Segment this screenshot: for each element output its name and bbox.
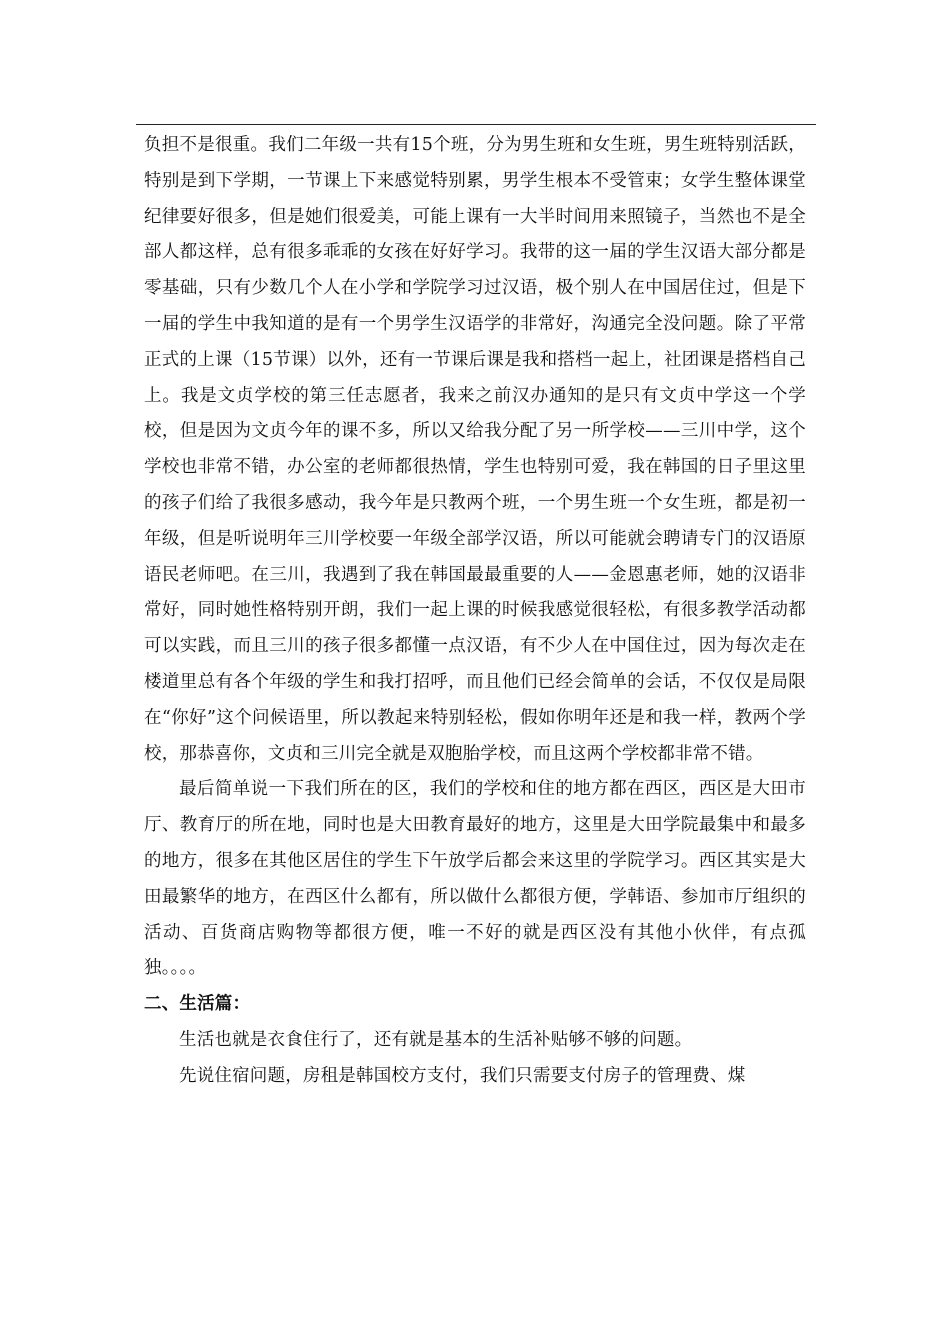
document-body xyxy=(144,128,806,1095)
body-paragraph-2: 最后简单说一下我们所在的区，我们的学校和住的地方都在西区，西区是大田市厅、教育厅的所在地，同时也是大田教育最好的地方，这里是大田学院最集中和最多的地方，很多在其他区居住的学生下午放学后都会来这里的学院学习。西区其实是大田最繁华的地方，在西区什么都有，所以做什么都很方便，学韩语、参加市厅组织的活动、百货商店购物等都很方便，唯一不好的就是西区没有其他小伙伴，有点孤独。。。。 xyxy=(144,779,806,979)
header-rule xyxy=(136,124,816,125)
section-heading-life: 二、生活篇： xyxy=(144,994,251,1015)
body-paragraph-3: 生活也就是衣食住行了，还有就是基本的生活补贴够不够的问题。 xyxy=(179,1029,693,1050)
body-paragraph-1: 负担不是很重。我们二年级一共有15个班，分为男生班和女生班，男生班特别活跃，特别是到下学期，一节课上下来感觉特别累，男学生根本不受管束；女学生整体课堂纪律要好很多，但是她们很爱美，可能上课有一大半时间用来照镜子，当然也不是全部人都这样，总有很多乖乖的女孩在好好学习。我带的这一届的学生汉语大部分都是零基础，只有少数几个人在小学和学院学习过汉语，极个别人在中国居住过，但是下一届的学生中我知道的是有一个男学生汉语学的非常好，沟通完全没问题。除了平常正式的上课（15节课）以外，还有一节课后课是我和搭档一起上，社团课是搭档自己上。我是文贞学校的第三任志愿者，我来之前汉办通知的是只有文贞中学这一个学校，但是因为文贞今年的课不多，所以又给我分配了另一所学校——三川中学，这个学校也非常不错，办公室的老师都很热情，学生也特别可爱，我在韩国的日子里这里的孩子们给了我很多感动，我今年是只教两个班，一个男生班一个女生班，都是初一年级，但是听说明年三川学校要一年级全部学汉语，所以可能就会聘请专门的汉语原语民老师吧。在三川，我遇到了我在韩国最最重要的人——金恩惠老师，她的汉语非常好，同时她性格特别开朗，我们一起上课的时候我感觉很轻松，有很多教学活动都可以实践，而且三川的孩子很多都懂一点汉语，有不少人在中国住过，因为每次走在楼道里总有各个年级的学生和我打招呼，而且他们已经会简单的会话，不仅仅是局限在“你好”这个问候语里，所以教起来特别轻松，假如你明年还是和我一样，教两个学校，那恭喜你，文贞和三川完全就是双胞胎学校，而且这两个学校都非常不错。 xyxy=(144,135,806,764)
body-paragraph-4: 先说住宿问题，房租是韩国校方支付，我们只需要支付房子的管理费、煤 xyxy=(179,1065,746,1086)
